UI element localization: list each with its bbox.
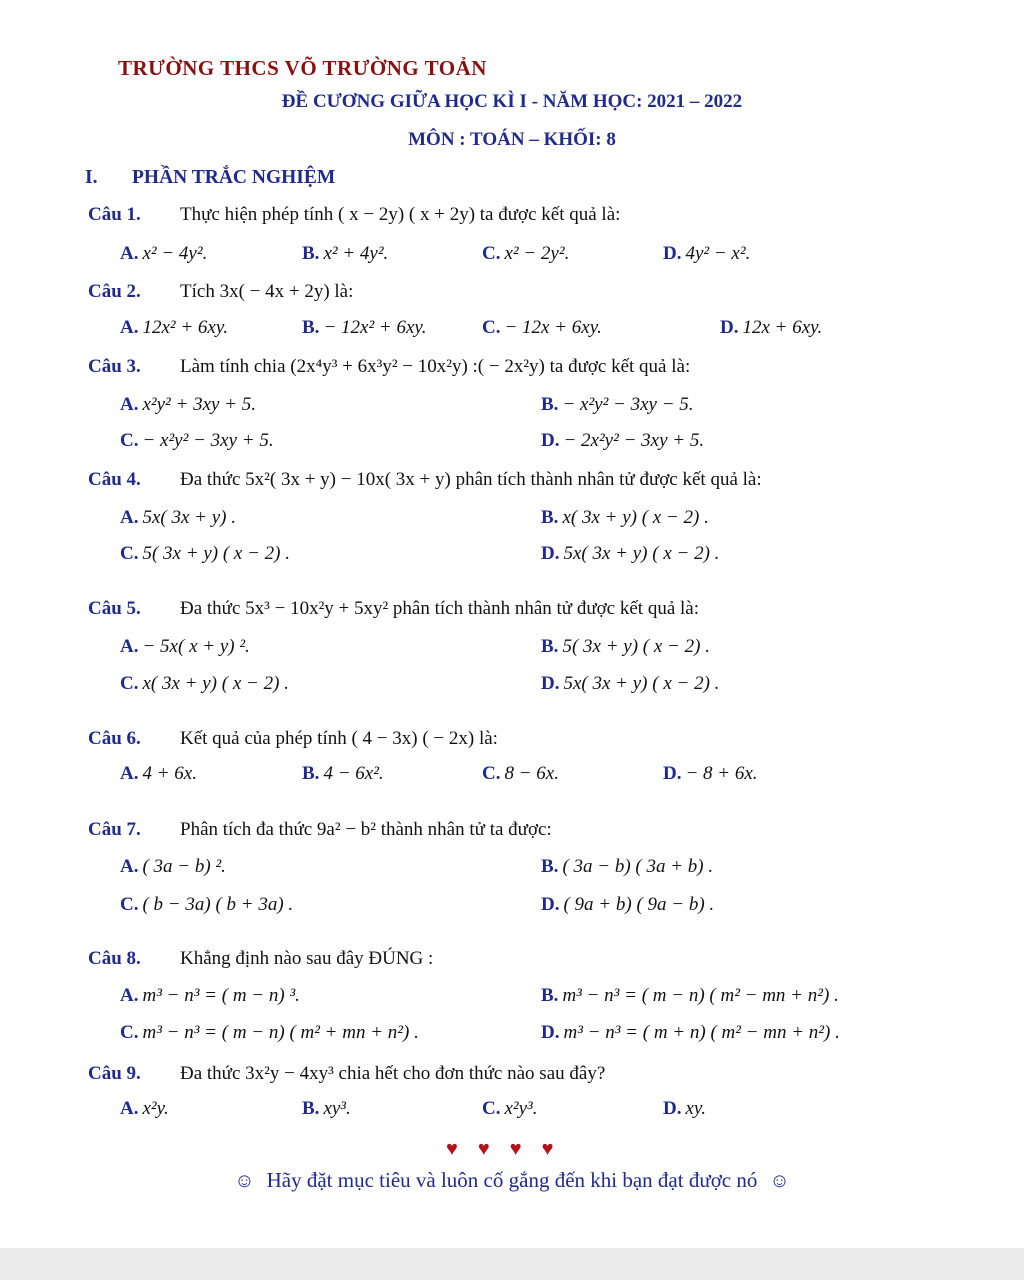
option-b[interactable]: B. − x²y² − 3xy − 5. [541, 394, 694, 415]
section-number: I. [85, 167, 98, 188]
question-9 [88, 1063, 605, 1085]
smiley-icon: ☺ [769, 1170, 790, 1192]
smiley-icon: ☺ [234, 1170, 255, 1192]
option-b[interactable]: B. xy³. [302, 1098, 351, 1119]
option-c[interactable]: C. x² − 2y². [482, 243, 570, 264]
option-b[interactable]: B. − 12x² + 6xy. [302, 317, 427, 338]
question-label: Câu 4. [88, 469, 141, 490]
option-c[interactable]: C. ( b − 3a) ( b + 3a) . [120, 894, 294, 915]
bottom-bar [0, 1248, 1024, 1280]
option-d[interactable]: D. − 2x²y² − 3xy + 5. [541, 430, 705, 451]
option-c[interactable]: C. 5( 3x + y) ( x − 2) . [120, 543, 290, 564]
question-6 [88, 728, 498, 750]
question-text: Phân tích đa thức 9a² − b² thành nhân tử ta được: [180, 819, 552, 840]
option-a[interactable]: A. x²y² + 3xy + 5. [120, 394, 257, 415]
option-d[interactable]: D. ( 9a + b) ( 9a − b) . [541, 894, 715, 915]
option-c[interactable]: C. − 12x + 6xy. [482, 317, 602, 338]
option-a[interactable]: A. 5x( 3x + y) . [120, 507, 237, 528]
option-b[interactable]: B. 5( 3x + y) ( x − 2) . [541, 636, 710, 657]
option-a[interactable]: A. 4 + 6x. [120, 763, 197, 784]
section-title: PHẦN TRẮC NGHIỆM [132, 167, 336, 188]
question-text: Tích 3x( − 4x + 2y) là: [180, 281, 354, 302]
school-name: TRƯỜNG THCS VÕ TRƯỜNG TOẢN [118, 56, 487, 80]
option-a[interactable]: A. − 5x( x + y) ². [120, 636, 250, 657]
option-a[interactable]: A. m³ − n³ = ( m − n) ³. [120, 985, 300, 1006]
question-7 [88, 819, 552, 841]
question-3 [88, 356, 690, 378]
question-label: Câu 9. [88, 1063, 141, 1084]
question-8 [88, 948, 433, 970]
option-d[interactable]: D. 4y² − x². [663, 243, 751, 264]
option-c[interactable]: C. 8 − 6x. [482, 763, 559, 784]
question-text: Đa thức 3x²y − 4xy³ chia hết cho đơn thức nào sau đây? [180, 1063, 606, 1084]
question-label: Câu 2. [88, 281, 141, 302]
option-c[interactable]: C. m³ − n³ = ( m − n) ( m² + mn + n²) . [120, 1022, 419, 1043]
question-label: Câu 5. [88, 598, 141, 619]
question-label: Câu 1. [88, 204, 141, 225]
option-d[interactable]: D. m³ − n³ = ( m + n) ( m² − mn + n²) . [541, 1022, 840, 1043]
heart-icons: ♥♥♥♥ [446, 1138, 574, 1160]
option-a[interactable]: A. x² − 4y². [120, 243, 208, 264]
question-2 [88, 281, 353, 303]
option-c[interactable]: C. x( 3x + y) ( x − 2) . [120, 673, 289, 694]
option-d[interactable]: D. xy. [663, 1098, 707, 1119]
question-label: Câu 8. [88, 948, 141, 969]
option-b[interactable]: B. m³ − n³ = ( m − n) ( m² − mn + n²) . [541, 985, 839, 1006]
option-d[interactable]: D. 5x( 3x + y) ( x − 2) . [541, 543, 720, 564]
question-4 [88, 469, 762, 491]
question-5 [88, 598, 699, 620]
section-heading [85, 167, 335, 189]
question-1 [88, 204, 620, 226]
option-d[interactable]: D. − 8 + 6x. [663, 763, 758, 784]
question-text: Thực hiện phép tính ( x − 2y) ( x + 2y) ta được kết quả là: [180, 204, 621, 225]
option-d[interactable]: D. 5x( 3x + y) ( x − 2) . [541, 673, 720, 694]
subject-line: MÔN : TOÁN – KHỐI: 8 [408, 129, 616, 150]
exam-title: ĐỀ CƯƠNG GIỮA HỌC KÌ I - NĂM HỌC: 2021 – 2022 [281, 91, 743, 112]
option-b[interactable]: B. x( 3x + y) ( x − 2) . [541, 507, 709, 528]
motto-text: Hãy đặt mục tiêu và luôn cố gắng đến khi bạn đạt được nó [266, 1168, 758, 1192]
option-b[interactable]: B. ( 3a − b) ( 3a + b) . [541, 856, 714, 877]
option-a[interactable]: A. x²y. [120, 1098, 169, 1119]
option-b[interactable]: B. x² + 4y². [302, 243, 389, 264]
question-text: Kết quả của phép tính ( 4 − 3x) ( − 2x) là: [180, 728, 498, 749]
question-text: Đa thức 5x³ − 10x²y + 5xy² phân tích thành nhân tử được kết quả là: [180, 598, 699, 619]
option-a[interactable]: A. 12x² + 6xy. [120, 317, 229, 338]
question-label: Câu 7. [88, 819, 141, 840]
option-a[interactable]: A. ( 3a − b) ². [120, 856, 226, 877]
question-text: Làm tính chia (2x⁴y³ + 6x³y² − 10x²y) :( − 2x²y) ta được kết quả là: [180, 356, 691, 377]
option-b[interactable]: B. 4 − 6x². [302, 763, 384, 784]
option-c[interactable]: C. x²y³. [482, 1098, 538, 1119]
question-text: Khẳng định nào sau đây ĐÚNG : [180, 948, 434, 969]
question-label: Câu 3. [88, 356, 141, 377]
option-c[interactable]: C. − x²y² − 3xy + 5. [120, 430, 274, 451]
question-text: Đa thức 5x²( 3x + y) − 10x( 3x + y) phân tích thành nhân tử được kết quả là: [180, 469, 762, 490]
question-label: Câu 6. [88, 728, 141, 749]
option-d[interactable]: D. 12x + 6xy. [720, 317, 823, 338]
motto-line [0, 1168, 1024, 1193]
